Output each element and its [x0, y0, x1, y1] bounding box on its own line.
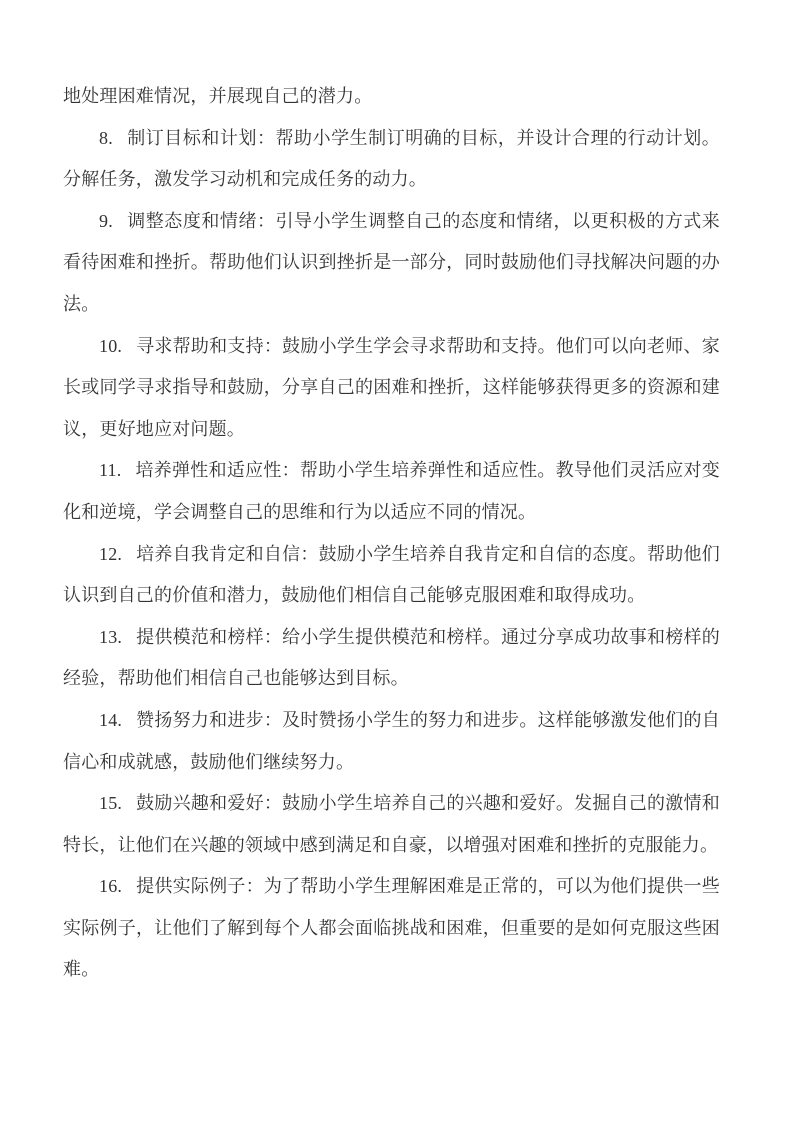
list-item-9 — [63, 201, 720, 326]
list-item-15 — [63, 783, 720, 866]
item-number: 8. — [99, 127, 113, 148]
item-text: 制订目标和计划：帮助小学生制订明确的目标，并设计合理的行动计划。分解任务，激发学习动机和完成任务的动力。 — [63, 127, 720, 190]
item-number: 13. — [99, 626, 123, 647]
item-text: 培养自我肯定和自信：鼓励小学生培养自我肯定和自信的态度。帮助他们认识到自己的价值和潜力，鼓励他们相信自己能够克服困难和取得成功。 — [63, 543, 720, 606]
paragraph-text: 地处理困难情况，并展现自己的潜力。 — [63, 86, 373, 106]
item-text: 培养弹性和适应性：帮助小学生培养弹性和适应性。教导他们灵活应对变化和逆境，学会调整自己的思维和行为以适应不同的情况。 — [63, 460, 720, 522]
list-item-16 — [63, 866, 720, 991]
item-number: 15. — [99, 793, 123, 814]
item-number: 16. — [99, 876, 123, 897]
item-number: 11. — [99, 460, 122, 481]
list-item-12 — [63, 534, 720, 617]
item-number: 12. — [99, 543, 123, 564]
list-item-11 — [63, 450, 720, 533]
paragraph-continuation — [63, 76, 720, 118]
list-item-13 — [63, 617, 720, 700]
item-text: 鼓励兴趣和爱好：鼓励小学生培养自己的兴趣和爱好。发掘自己的激情和特长，让他们在兴趣的领域中感到满足和自豪，以增强对困难和挫折的克服能力。 — [63, 793, 720, 855]
item-text: 调整态度和情绪：引导小学生调整自己的态度和情绪，以更积极的方式来看待困难和挫折。帮助他们认识到挫折是一部分，同时鼓励他们寻找解决问题的办法。 — [63, 210, 720, 314]
item-text: 提供模范和榜样：给小学生提供模范和榜样。通过分享成功故事和榜样的经验，帮助他们相信自己也能够达到目标。 — [63, 626, 720, 689]
item-number: 14. — [99, 709, 123, 730]
item-text: 赞扬努力和进步：及时赞扬小学生的努力和进步。这样能够激发他们的自信心和成就感，鼓励他们继续努力。 — [63, 709, 720, 772]
item-number: 9. — [99, 210, 113, 231]
item-text: 寻求帮助和支持：鼓励小学生学会寻求帮助和支持。他们可以向老师、家长或同学寻求指导和鼓励，分享自己的困难和挫折，这样能够获得更多的资源和建议，更好地应对问题。 — [63, 335, 720, 439]
list-item-8 — [63, 118, 720, 201]
item-text: 提供实际例子：为了帮助小学生理解困难是正常的，可以为他们提供一些实际例子，让他们了解到每个人都会面临挑战和困难，但重要的是如何克服这些困难。 — [63, 876, 720, 980]
item-number: 10. — [99, 335, 123, 356]
list-item-14 — [63, 700, 720, 783]
list-item-10 — [63, 326, 720, 451]
